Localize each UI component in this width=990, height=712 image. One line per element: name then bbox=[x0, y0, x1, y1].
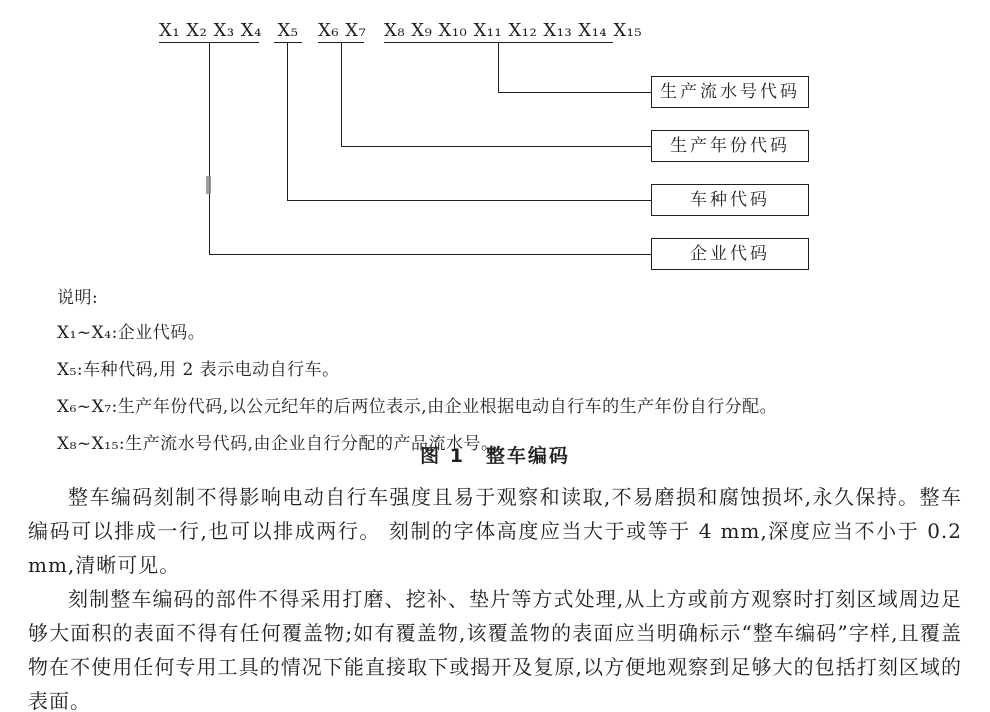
diagram-box-vehicle-type-code: 车种代码 bbox=[651, 184, 809, 216]
connector-vline-vehicle-type bbox=[287, 43, 288, 201]
connector-hline-enterprise bbox=[209, 254, 651, 255]
diagram-box-enterprise-code: 企业代码 bbox=[651, 238, 809, 270]
legend-item-x8-x15: X₈~X₁₅:生产流水号代码,由企业自行分配的产品流水号。 bbox=[57, 434, 499, 454]
connector-vline-year bbox=[341, 43, 342, 147]
legend-title: 说明: bbox=[57, 288, 99, 308]
figure-caption: 图 1 整车编码 bbox=[420, 445, 570, 467]
body-text bbox=[28, 480, 962, 712]
code-group-vehicle-type: X₅ bbox=[274, 20, 302, 43]
connector-hline-serial bbox=[498, 92, 651, 93]
scan-artifact bbox=[206, 176, 211, 194]
body-paragraph-covering: 刻制整车编码的部件不得采用打磨、挖补、垫片等方式处理,从上方或前方观察时打刻区域周边足够大面积的表面不得有任何覆盖物;如有覆盖物,该覆盖物的表面应当明确标示“整车编码”字样,且覆盖物在不使用任何专用工具的情况下能直接取下或揭开及复原,以方便地观察到足够大的包括打刻区域的表面。 bbox=[28, 587, 962, 712]
connector-vline-enterprise bbox=[209, 43, 210, 255]
diagram-box-serial-code: 生产流水号代码 bbox=[651, 76, 809, 108]
code-group-serial: X₈ X₉ X₁₀ X₁₁ X₁₂ X₁₃ X₁₄ X₁₅ bbox=[384, 20, 643, 41]
connector-hline-year bbox=[341, 146, 651, 147]
legend-item-x6-x7: X₆~X₇:生产年份代码,以公元纪年的后两位表示,由企业根据电动自行车的生产年份自行分配。 bbox=[57, 397, 778, 417]
code-group-enterprise: X₁ X₂ X₃ X₄ bbox=[159, 20, 262, 41]
diagram-box-year-code: 生产年份代码 bbox=[651, 130, 809, 162]
legend-item-x1-x4: X₁~X₄:企业代码。 bbox=[57, 323, 206, 343]
connector-vline-serial bbox=[498, 43, 499, 93]
legend-item-x5: X₅:车种代码,用 2 表示电动自行车。 bbox=[57, 360, 340, 380]
code-group-year: X₆ X₇ bbox=[318, 20, 367, 41]
legend-section bbox=[57, 283, 957, 466]
body-paragraph-engraving: 整车编码刻制不得影响电动自行车强度且易于观察和读取,不易磨损和腐蚀损坏,永久保持。整车编码可以排成一行,也可以排成两行。 刻制的字体高度应当大于或等于 4 mm,深度应当不小于 0.2 mm,清晰可见。 bbox=[28, 485, 962, 577]
connector-hline-vehicle-type bbox=[287, 200, 651, 201]
